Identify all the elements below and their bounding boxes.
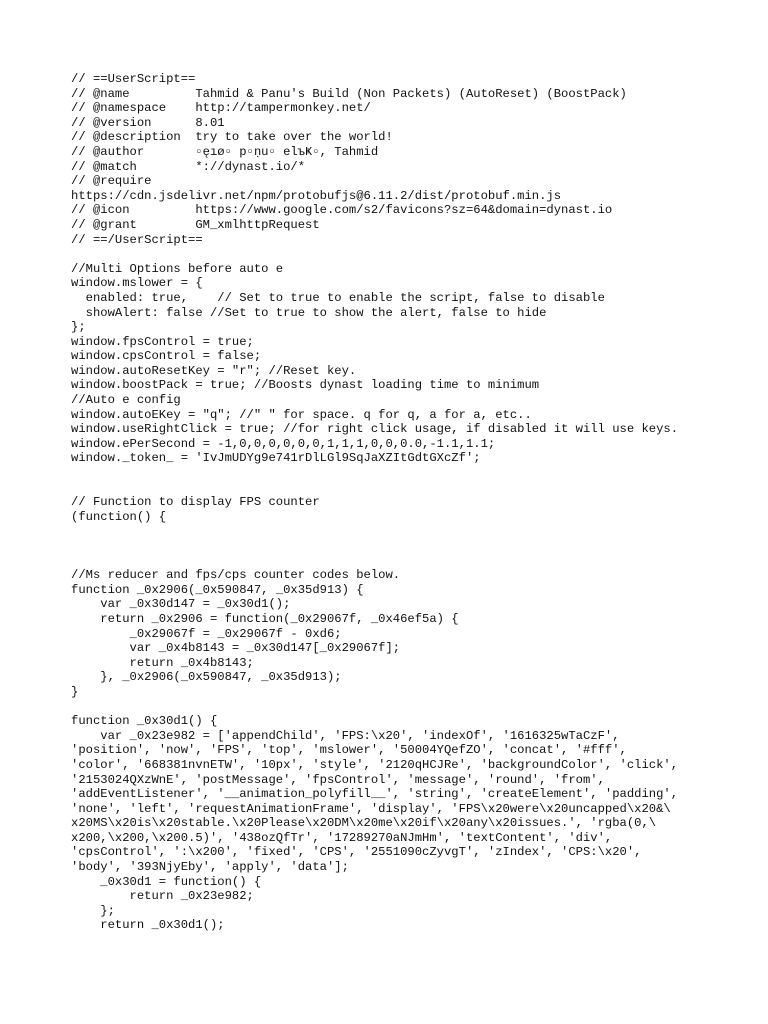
- code-line: window.fpsControl = true;: [71, 334, 254, 349]
- code-line: return _0x2906 = function(_0x29067f, _0x46ef5a) {: [71, 611, 459, 626]
- code-line: 'none', 'left', 'requestAnimationFrame', 'display', 'FPS\x20were\x20uncapped\x20&\: [71, 801, 671, 816]
- code-line: https://cdn.jsdelivr.net/npm/protobufjs@6.11.2/dist/protobuf.min.js: [71, 188, 562, 203]
- code-line: }, _0x2906(_0x590847, _0x35d913);: [71, 670, 342, 685]
- code-line: 'addEventListener', '__animation_polyfill__', 'string', 'createElement', 'padding',: [71, 787, 679, 802]
- code-line: 'body', '393NjyEby', 'apply', 'data'];: [71, 860, 349, 875]
- code-line: (function() {: [71, 509, 167, 524]
- userscript-code-block: [71, 72, 751, 933]
- code-line: window.autoResetKey = "r"; //Reset key.: [71, 363, 357, 378]
- code-line: [71, 481, 751, 496]
- code-line: var _0x30d147 = _0x30d1();: [71, 597, 291, 612]
- code-line: // @grant GM_xmlhttpRequest: [71, 217, 320, 232]
- code-line: x20MS\x20is\x20stable.\x20Please\x20DM\x20me\x20if\x20any\x20issues.', 'rgba(0,\: [71, 816, 657, 831]
- code-line: _0x29067f = _0x29067f - 0xd6;: [71, 626, 342, 641]
- code-line: 'color', '668381nvnETW', '10px', 'style', '2120qHCJRe', 'backgroundColor', 'click',: [71, 757, 679, 772]
- code-line: window.useRightClick = true; //for right click usage, if disabled it will use keys.: [71, 422, 679, 437]
- code-line: [71, 700, 751, 715]
- code-line: window.ePerSecond = -1,0,0,0,0,0,0,1,1,1,0,0,0.0,-1.1,1.1;: [71, 436, 496, 451]
- code-line: window.cpsControl = false;: [71, 349, 262, 364]
- code-line: // @icon https://www.google.com/s2/favicons?sz=64&domain=dynast.io: [71, 203, 613, 218]
- code-line: window.boostPack = true; //Boosts dynast loading time to minimum: [71, 378, 540, 393]
- code-line: // @match *://dynast.io/*: [71, 159, 306, 174]
- code-line: _0x30d1 = function() {: [71, 874, 262, 889]
- code-line: // @author ▫ęıø▫ p▫ṇu▫ elъҜ▫, Tahmid: [71, 144, 379, 159]
- code-line: [71, 247, 751, 262]
- code-line: // ==/UserScript==: [71, 232, 203, 247]
- code-line: return _0x23e982;: [71, 889, 254, 904]
- code-line: // @version 8.01: [71, 115, 225, 130]
- code-line: showAlert: false //Set to true to show the alert, false to hide: [71, 305, 547, 320]
- code-line: //Ms reducer and fps/cps counter codes below.: [71, 568, 401, 583]
- code-line: return _0x30d1();: [71, 918, 225, 933]
- code-line: [71, 554, 751, 569]
- code-line: // @require: [71, 174, 152, 189]
- code-line: // @namespace http://tampermonkey.net/: [71, 101, 371, 116]
- code-line: // Function to display FPS counter: [71, 495, 320, 510]
- code-line: [71, 466, 751, 481]
- code-line: var _0x23e982 = ['appendChild', 'FPS:\x20', 'indexOf', '1616325wTaCzF',: [71, 728, 620, 743]
- code-line: //Multi Options before auto e: [71, 261, 284, 276]
- code-line: // ==UserScript==: [71, 72, 196, 86]
- code-line: return _0x4b8143;: [71, 655, 254, 670]
- code-line: '2153024QXzWnE', 'postMessage', 'fpsControl', 'message', 'round', 'from',: [71, 772, 605, 787]
- code-line: 'position', 'now', 'FPS', 'top', 'mslower', '50004YQefZO', 'concat', '#fff',: [71, 743, 627, 758]
- code-line: function _0x30d1() {: [71, 714, 218, 729]
- code-line: 'cpsControl', ':\x200', 'fixed', 'CPS', '2551090cZyvgT', 'zIndex', 'CPS:\x20',: [71, 845, 642, 860]
- code-line: }: [71, 684, 79, 699]
- code-line: function _0x2906(_0x590847, _0x35d913) {: [71, 582, 364, 597]
- code-line: // @description try to take over the world!: [71, 130, 393, 145]
- code-line: var _0x4b8143 = _0x30d147[_0x29067f];: [71, 641, 401, 656]
- code-line: window.autoEKey = "q"; //" " for space. q for q, a for a, etc..: [71, 407, 532, 422]
- code-line: };: [71, 320, 86, 335]
- code-line: };: [71, 903, 115, 918]
- code-line: [71, 539, 751, 554]
- code-line: x200,\x200,\x200.5)', '438ozQfTr', '17289270aNJmHm', 'textContent', 'div',: [71, 830, 613, 845]
- code-line: //Auto e config: [71, 393, 181, 408]
- code-line: window._token_ = 'IvJmUDYg9e741rDlLGl9SqJaXZItGdtGXcZf';: [71, 451, 481, 466]
- code-line: window.mslower = {: [71, 276, 203, 291]
- code-line: [71, 524, 751, 539]
- code-line: // @name Tahmid & Panu's Build (Non Packets) (AutoReset) (BoostPack): [71, 86, 627, 101]
- code-line: enabled: true, // Set to true to enable the script, false to disable: [71, 290, 605, 305]
